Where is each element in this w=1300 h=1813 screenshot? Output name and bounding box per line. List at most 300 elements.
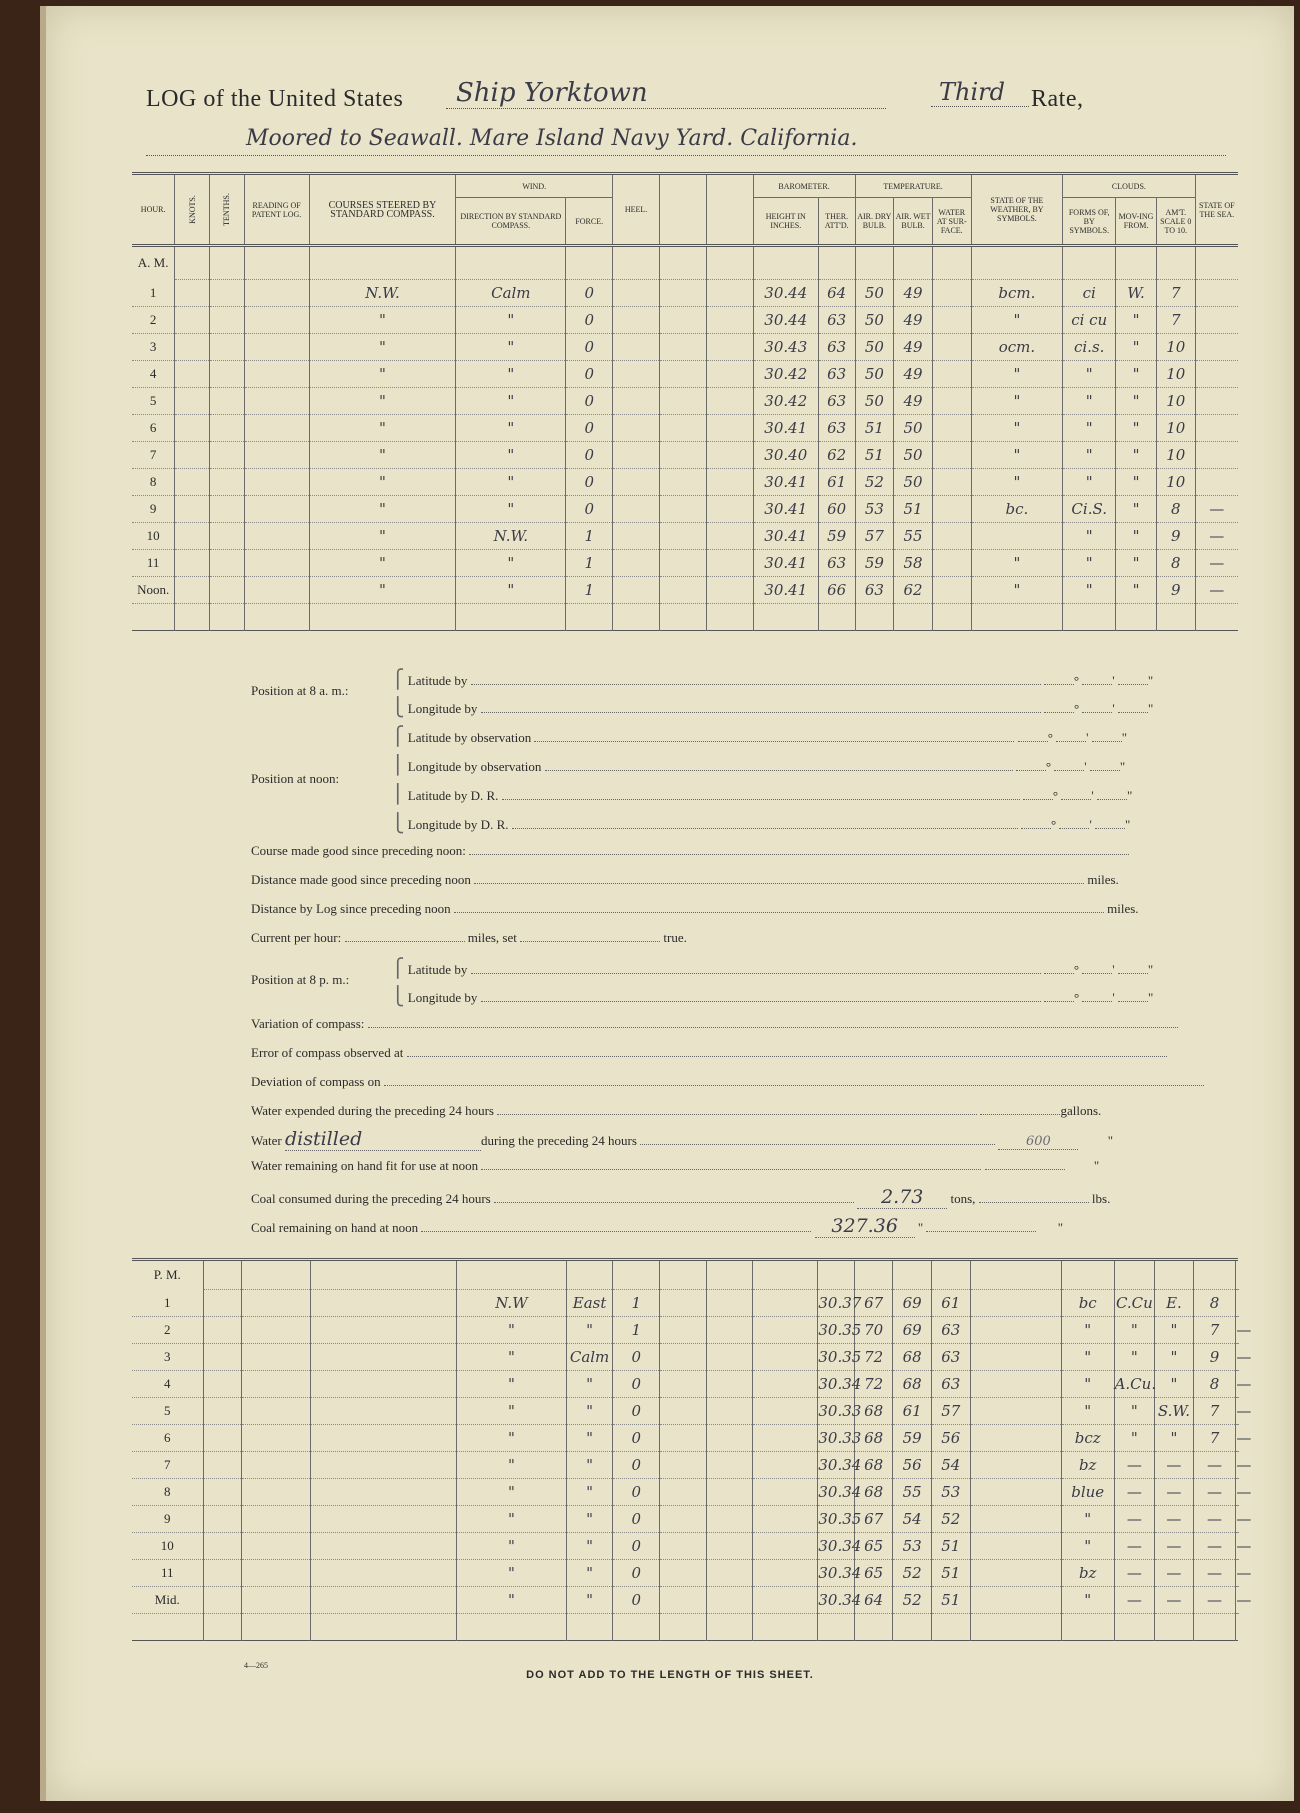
- am-water-surface-cell: [932, 361, 971, 388]
- am-heel-cell: [613, 496, 660, 523]
- water-distilled-word: distilled: [285, 1128, 481, 1151]
- am-cloud-amount-cell: 9: [1156, 577, 1195, 604]
- am-course-cell: ": [309, 361, 456, 388]
- pm-sea-cell: —: [1236, 1479, 1238, 1506]
- pm-water-surface-cell: [970, 1452, 1061, 1479]
- pm-row: [132, 1290, 1238, 1317]
- lat-obs-label: Latitude by observation: [407, 730, 532, 745]
- am-heel-cell: [613, 550, 660, 577]
- col-wind-force: FORCE.: [566, 198, 613, 246]
- am-row: [132, 496, 1238, 523]
- am-cloud-amount-cell: 10: [1156, 415, 1195, 442]
- pm-baro-ther-cell: 72: [854, 1371, 893, 1398]
- am-course-cell: ": [309, 523, 456, 550]
- lat-8am-row: ⎧ Latitude by ° ' ": [391, 669, 1154, 689]
- am-weather-cell: bc.: [971, 496, 1063, 523]
- am-water-surface-cell: [932, 550, 971, 577]
- pm-sea-cell: —: [1236, 1452, 1238, 1479]
- pm-air-dry-cell: 61: [893, 1398, 932, 1425]
- am-weather-cell: ocm.: [971, 334, 1063, 361]
- pm-air-dry-cell: 69: [893, 1290, 932, 1317]
- am-course-cell: ": [309, 442, 456, 469]
- am-air-wet-cell: 49: [894, 280, 933, 307]
- pm-cloud-forms-cell: —: [1114, 1452, 1155, 1479]
- am-row: [132, 550, 1238, 577]
- pm-cloud-forms-cell: —: [1114, 1479, 1155, 1506]
- am-cloud-moving-cell: ": [1116, 334, 1157, 361]
- am-baro-height-cell: 30.41: [753, 550, 818, 577]
- am-knots-cell: [175, 496, 210, 523]
- am-water-surface-cell: [932, 334, 971, 361]
- pm-cloud-forms-cell: C.Cu: [1114, 1290, 1155, 1317]
- pm-cloud-moving-cell: —: [1155, 1533, 1194, 1560]
- pm-water-surface-cell: [970, 1506, 1061, 1533]
- am-row: [132, 280, 1238, 307]
- am-cloud-moving-cell: ": [1116, 361, 1157, 388]
- am-air-wet-cell: 55: [894, 523, 933, 550]
- pm-wind-force-cell: 1: [613, 1317, 660, 1344]
- am-baro-ther-cell: 61: [818, 469, 855, 496]
- pm-weather-cell: bc: [1061, 1290, 1114, 1317]
- pm-wind-force-cell: 0: [613, 1506, 660, 1533]
- am-sea-cell: [1195, 334, 1238, 361]
- am-water-surface-cell: [932, 415, 971, 442]
- pm-water-surface-cell: [970, 1371, 1061, 1398]
- pm-baro-ther-cell: 68: [854, 1398, 893, 1425]
- pm-baro-ther-cell: 68: [854, 1452, 893, 1479]
- col-baro-ther: THER. ATT'D.: [818, 198, 855, 246]
- am-cloud-forms-cell: ": [1063, 523, 1116, 550]
- pm-sea-cell: —: [1236, 1344, 1238, 1371]
- am-water-surface-cell: [932, 307, 971, 334]
- pm-blank-1-cell: [706, 1290, 753, 1317]
- pm-cloud-amount-cell: —: [1193, 1587, 1236, 1614]
- pm-patent-log-cell: [311, 1560, 457, 1587]
- am-blank-2-cell: [706, 361, 753, 388]
- am-cloud-forms-cell: ci.s.: [1063, 334, 1116, 361]
- pm-cloud-forms-cell: —: [1114, 1506, 1155, 1533]
- am-wind-force-cell: 0: [566, 442, 613, 469]
- am-row: [132, 469, 1238, 496]
- pm-row: [132, 1587, 1238, 1614]
- pm-wind-direction-cell: ": [566, 1587, 613, 1614]
- pm-wind-direction-cell: East: [566, 1290, 613, 1317]
- am-air-wet-cell: 51: [894, 496, 933, 523]
- long-8am-label: Longitude by: [407, 701, 478, 716]
- am-baro-ther-cell: 64: [818, 280, 855, 307]
- am-wind-force-cell: 0: [566, 361, 613, 388]
- pm-cloud-moving-cell: —: [1155, 1587, 1194, 1614]
- pm-row: [132, 1425, 1238, 1452]
- pm-hour-cell: 6: [132, 1425, 203, 1452]
- pm-cloud-forms-cell: ": [1114, 1344, 1155, 1371]
- am-cloud-moving-cell: ": [1116, 388, 1157, 415]
- pm-water-surface-cell: [970, 1587, 1061, 1614]
- pm-blank-2-cell: [753, 1425, 818, 1452]
- long-8am-row: ⎩ Longitude by ° ' ": [391, 697, 1154, 717]
- am-patent-log-cell: [244, 361, 309, 388]
- pm-weather-cell: ": [1061, 1533, 1114, 1560]
- am-water-surface-cell: [932, 388, 971, 415]
- pm-water-surface-cell: [970, 1560, 1061, 1587]
- am-water-surface-cell: [932, 496, 971, 523]
- am-heel-cell: [613, 523, 660, 550]
- pm-knots-cell: [203, 1371, 242, 1398]
- pm-cloud-amount-cell: 8: [1193, 1371, 1236, 1398]
- am-blank-1-cell: [660, 280, 707, 307]
- am-heel-cell: [613, 577, 660, 604]
- pos-8pm-label: Position at 8 p. m.:: [251, 972, 350, 987]
- pm-air-wet-cell: 57: [931, 1398, 970, 1425]
- pm-weather-cell: ": [1061, 1506, 1114, 1533]
- am-sea-cell: [1195, 415, 1238, 442]
- pm-course-cell: ": [457, 1398, 567, 1425]
- pm-tenths-cell: [242, 1344, 311, 1371]
- pm-knots-cell: [203, 1506, 242, 1533]
- pm-weather-cell: bcz: [1061, 1425, 1114, 1452]
- pm-heel-cell: [660, 1479, 707, 1506]
- am-hour-cell: 2: [132, 307, 175, 334]
- pm-heel-cell: [660, 1533, 707, 1560]
- pm-wind-direction-cell: ": [566, 1533, 613, 1560]
- am-air-dry-cell: 52: [855, 469, 894, 496]
- am-baro-height-cell: 30.44: [753, 280, 818, 307]
- pm-water-surface-cell: [970, 1425, 1061, 1452]
- am-patent-log-cell: [244, 388, 309, 415]
- am-blank-1-cell: [660, 523, 707, 550]
- am-wind-force-cell: 0: [566, 334, 613, 361]
- pm-baro-height-cell: 30.33: [818, 1398, 855, 1425]
- am-patent-log-cell: [244, 523, 309, 550]
- pm-air-dry-cell: 59: [893, 1425, 932, 1452]
- pm-sea-cell: —: [1236, 1371, 1238, 1398]
- pm-blank-1-cell: [706, 1560, 753, 1587]
- am-wind-direction-cell: Calm: [456, 280, 566, 307]
- am-weather-cell: ": [971, 307, 1063, 334]
- am-blank-2-cell: [706, 442, 753, 469]
- am-row: [132, 577, 1238, 604]
- long-obs-row: ⎪ Longitude by observation ° ' ": [391, 755, 1126, 775]
- am-air-wet-cell: 50: [894, 415, 933, 442]
- pm-weather-cell: blue: [1061, 1479, 1114, 1506]
- pm-cloud-amount-cell: —: [1193, 1479, 1236, 1506]
- pm-knots-cell: [203, 1587, 242, 1614]
- am-baro-ther-cell: 59: [818, 523, 855, 550]
- pm-baro-ther-cell: 65: [854, 1533, 893, 1560]
- pm-baro-ther-cell: 68: [854, 1479, 893, 1506]
- water-during-label: during the preceding 24 hours: [480, 1133, 637, 1148]
- coal-remaining-row: Coal remaining on hand at noon 327.36 " ": [251, 1215, 1064, 1237]
- am-heel-cell: [613, 334, 660, 361]
- pm-cloud-amount-cell: —: [1193, 1533, 1236, 1560]
- pm-baro-height-cell: 30.34: [818, 1452, 855, 1479]
- pm-log-table: [132, 1258, 1252, 1641]
- log-sheet: [40, 6, 1294, 1801]
- am-air-dry-cell: 50: [855, 361, 894, 388]
- pm-blank-1-cell: [706, 1425, 753, 1452]
- pm-baro-height-cell: 30.34: [818, 1479, 855, 1506]
- pm-patent-log-cell: [311, 1479, 457, 1506]
- am-patent-log-cell: [244, 442, 309, 469]
- am-wind-force-cell: 0: [566, 469, 613, 496]
- pm-tenths-cell: [242, 1371, 311, 1398]
- error-label: Error of compass observed at: [251, 1045, 404, 1060]
- pm-blank-2-cell: [753, 1290, 818, 1317]
- am-wind-direction-cell: ": [456, 550, 566, 577]
- water-distilled-value: 600: [998, 1134, 1078, 1150]
- pm-heel-cell: [660, 1587, 707, 1614]
- am-blank-2-cell: [706, 388, 753, 415]
- am-blank-1-cell: [660, 442, 707, 469]
- pm-hour-cell: 7: [132, 1452, 203, 1479]
- pm-row: [132, 1398, 1238, 1425]
- pm-weather-cell: ": [1061, 1398, 1114, 1425]
- pm-hour-cell: 4: [132, 1371, 203, 1398]
- am-label: A. M.: [137, 255, 169, 271]
- pm-cloud-moving-cell: ": [1155, 1425, 1194, 1452]
- pm-patent-log-cell: [311, 1344, 457, 1371]
- pm-baro-height-cell: 30.37: [818, 1290, 855, 1317]
- pm-tenths-cell: [242, 1290, 311, 1317]
- pm-row: [132, 1533, 1238, 1560]
- am-cloud-amount-cell: 7: [1156, 307, 1195, 334]
- am-hour-cell: 6: [132, 415, 175, 442]
- pm-hour-cell: Mid.: [132, 1587, 203, 1614]
- am-patent-log-cell: [244, 415, 309, 442]
- am-weather-cell: [971, 523, 1063, 550]
- pm-course-cell: ": [457, 1344, 567, 1371]
- pm-row: [132, 1479, 1238, 1506]
- pm-wind-direction-cell: Calm: [566, 1344, 613, 1371]
- am-water-surface-cell: [932, 577, 971, 604]
- long-8pm-row: ⎩ Longitude by ° ' ": [391, 986, 1154, 1006]
- pm-wind-force-cell: 0: [613, 1398, 660, 1425]
- pm-cloud-amount-cell: 7: [1193, 1317, 1236, 1344]
- am-baro-ther-cell: 62: [818, 442, 855, 469]
- am-knots-cell: [175, 550, 210, 577]
- pm-baro-ther-cell: 64: [854, 1587, 893, 1614]
- am-cloud-amount-cell: 8: [1156, 550, 1195, 577]
- pm-wind-force-cell: 0: [613, 1344, 660, 1371]
- am-heel-cell: [613, 442, 660, 469]
- col-blank-1: [660, 174, 707, 246]
- pm-baro-height-cell: 30.34: [818, 1371, 855, 1398]
- am-tenths-cell: [209, 280, 244, 307]
- am-patent-log-cell: [244, 496, 309, 523]
- pm-hour-cell: 5: [132, 1398, 203, 1425]
- am-wind-force-cell: 0: [566, 307, 613, 334]
- pm-tenths-cell: [242, 1452, 311, 1479]
- am-cloud-amount-cell: 10: [1156, 361, 1195, 388]
- current-row: Current per hour: miles, set true.: [251, 930, 687, 945]
- am-heel-cell: [613, 361, 660, 388]
- am-tenths-cell: [209, 415, 244, 442]
- pm-cloud-moving-cell: S.W.: [1155, 1398, 1194, 1425]
- pm-cloud-moving-cell: —: [1155, 1506, 1194, 1533]
- am-cloud-forms-cell: Ci.S.: [1063, 496, 1116, 523]
- pm-baro-height-cell: 30.34: [818, 1560, 855, 1587]
- pm-blank-1-cell: [706, 1587, 753, 1614]
- am-wind-direction-cell: ": [456, 496, 566, 523]
- footer-note: DO NOT ADD TO THE LENGTH OF THIS SHEET.: [526, 1669, 814, 1681]
- col-cloud-amount: AM'T. SCALE 0 TO 10.: [1156, 198, 1195, 246]
- log-of-label: LOG of the United States: [146, 86, 404, 112]
- pm-blank-1-cell: [706, 1371, 753, 1398]
- am-knots-cell: [175, 442, 210, 469]
- pm-baro-height-cell: 30.34: [818, 1587, 855, 1614]
- long-obs-label: Longitude by observation: [407, 759, 542, 774]
- am-wind-direction-cell: ": [456, 577, 566, 604]
- am-tenths-cell: [209, 496, 244, 523]
- am-baro-height-cell: 30.40: [753, 442, 818, 469]
- am-patent-log-cell: [244, 577, 309, 604]
- am-weather-cell: ": [971, 388, 1063, 415]
- col-weather: STATE OF THE WEATHER, BY SYMBOLS.: [971, 174, 1063, 246]
- pm-row: [132, 1344, 1238, 1371]
- pm-blank-1-cell: [706, 1452, 753, 1479]
- error-row: [251, 1044, 1231, 1066]
- am-baro-ther-cell: 63: [818, 361, 855, 388]
- pm-cloud-moving-cell: ": [1155, 1344, 1194, 1371]
- col-barometer: BAROMETER.: [753, 174, 855, 198]
- pm-air-wet-cell: 56: [931, 1425, 970, 1452]
- am-air-wet-cell: 58: [894, 550, 933, 577]
- pm-patent-log-cell: [311, 1506, 457, 1533]
- am-knots-cell: [175, 415, 210, 442]
- am-baro-height-cell: 30.41: [753, 523, 818, 550]
- col-water-surface: WATER AT SUR-FACE.: [932, 198, 971, 246]
- am-wind-direction-cell: ": [456, 361, 566, 388]
- distance-log-label: Distance by Log since preceding noon: [251, 901, 451, 916]
- pm-course-cell: ": [457, 1371, 567, 1398]
- pm-patent-log-cell: [311, 1452, 457, 1479]
- pm-heel-cell: [660, 1452, 707, 1479]
- am-cloud-amount-cell: 10: [1156, 388, 1195, 415]
- am-blank-2-cell: [706, 523, 753, 550]
- am-weather-cell: ": [971, 442, 1063, 469]
- pm-course-cell: ": [457, 1506, 567, 1533]
- pm-hour-cell: 2: [132, 1317, 203, 1344]
- am-air-dry-cell: 50: [855, 280, 894, 307]
- rate-value: Third: [931, 78, 1029, 107]
- pm-water-surface-cell: [970, 1290, 1061, 1317]
- am-baro-ther-cell: 63: [818, 388, 855, 415]
- pm-cloud-amount-cell: 7: [1193, 1398, 1236, 1425]
- pm-cloud-amount-cell: —: [1193, 1560, 1236, 1587]
- pm-knots-cell: [203, 1533, 242, 1560]
- pm-patent-log-cell: [311, 1290, 457, 1317]
- am-row: [132, 334, 1238, 361]
- am-hour-cell: 7: [132, 442, 175, 469]
- pm-cloud-amount-cell: 7: [1193, 1425, 1236, 1452]
- pm-wind-force-cell: 0: [613, 1533, 660, 1560]
- col-cloud-forms: FORMS OF, BY SYMBOLS.: [1063, 198, 1116, 246]
- am-wind-force-cell: 0: [566, 496, 613, 523]
- am-wind-force-cell: 1: [566, 523, 613, 550]
- pm-knots-cell: [203, 1344, 242, 1371]
- pm-air-wet-cell: 63: [931, 1344, 970, 1371]
- pm-baro-ther-cell: 72: [854, 1344, 893, 1371]
- col-patent-log: READING OF PATENT LOG.: [244, 174, 309, 246]
- variation-row: [251, 1015, 1231, 1037]
- pm-weather-cell: ": [1061, 1587, 1114, 1614]
- pm-patent-log-cell: [311, 1317, 457, 1344]
- am-course-cell: ": [309, 415, 456, 442]
- am-wind-direction-cell: ": [456, 415, 566, 442]
- distance-log-row: Distance by Log since preceding noon miles.: [251, 901, 1139, 916]
- am-cloud-moving-cell: ": [1116, 523, 1157, 550]
- log-header: [146, 78, 1296, 118]
- pm-cloud-amount-cell: —: [1193, 1506, 1236, 1533]
- col-air-wet: AIR. WET BULB.: [894, 198, 933, 246]
- am-blank-1-cell: [660, 388, 707, 415]
- current-label: Current per hour:: [251, 930, 342, 945]
- am-air-wet-cell: 50: [894, 442, 933, 469]
- lat-8pm-row: ⎧ Latitude by ° ' ": [391, 958, 1154, 978]
- pm-row: [132, 1452, 1238, 1479]
- pm-wind-direction-cell: ": [566, 1317, 613, 1344]
- pm-air-dry-cell: 69: [893, 1317, 932, 1344]
- am-wind-force-cell: 1: [566, 577, 613, 604]
- variation-label: Variation of compass:: [251, 1016, 365, 1031]
- am-tenths-cell: [209, 577, 244, 604]
- am-course-cell: N.W.: [309, 280, 456, 307]
- am-patent-log-cell: [244, 469, 309, 496]
- pm-sea-cell: —: [1236, 1317, 1238, 1344]
- am-hour-cell: 10: [132, 523, 175, 550]
- col-heel: HEEL.: [613, 174, 660, 246]
- pm-blank-2-cell: [753, 1344, 818, 1371]
- pm-air-dry-cell: 52: [893, 1587, 932, 1614]
- water-expended-label: Water expended during the preceding 24 hours: [251, 1103, 494, 1118]
- pm-patent-log-cell: [311, 1533, 457, 1560]
- am-air-dry-cell: 50: [855, 307, 894, 334]
- pm-air-dry-cell: 55: [893, 1479, 932, 1506]
- am-heel-cell: [613, 415, 660, 442]
- pos-noon-label: Position at noon:: [251, 771, 340, 786]
- pm-hour-cell: 1: [132, 1290, 203, 1317]
- am-cloud-forms-cell: ": [1063, 388, 1116, 415]
- am-weather-cell: ": [971, 415, 1063, 442]
- pm-tenths-cell: [242, 1560, 311, 1587]
- pm-heel-cell: [660, 1506, 707, 1533]
- am-knots-cell: [175, 334, 210, 361]
- am-sea-cell: [1195, 361, 1238, 388]
- am-blank-2-cell: [706, 496, 753, 523]
- pm-air-wet-cell: 51: [931, 1533, 970, 1560]
- am-water-surface-cell: [932, 469, 971, 496]
- pm-water-surface-cell: [970, 1344, 1061, 1371]
- am-knots-cell: [175, 361, 210, 388]
- am-cloud-forms-cell: ": [1063, 415, 1116, 442]
- pm-baro-ther-cell: 70: [854, 1317, 893, 1344]
- am-sea-cell: [1195, 442, 1238, 469]
- pm-cloud-amount-cell: 9: [1193, 1344, 1236, 1371]
- am-baro-height-cell: 30.43: [753, 334, 818, 361]
- pm-air-dry-cell: 68: [893, 1371, 932, 1398]
- am-blank-1-cell: [660, 469, 707, 496]
- pos-8am-label: Position at 8 a. m.:: [251, 683, 349, 698]
- pm-baro-height-cell: 30.35: [818, 1344, 855, 1371]
- am-air-dry-cell: 53: [855, 496, 894, 523]
- am-heel-cell: [613, 388, 660, 415]
- pm-heel-cell: [660, 1398, 707, 1425]
- am-blank-2-cell: [706, 334, 753, 361]
- am-course-cell: ": [309, 496, 456, 523]
- pm-hour-cell: 8: [132, 1479, 203, 1506]
- pm-baro-height-cell: 30.35: [818, 1317, 855, 1344]
- am-cloud-forms-cell: ci: [1063, 280, 1116, 307]
